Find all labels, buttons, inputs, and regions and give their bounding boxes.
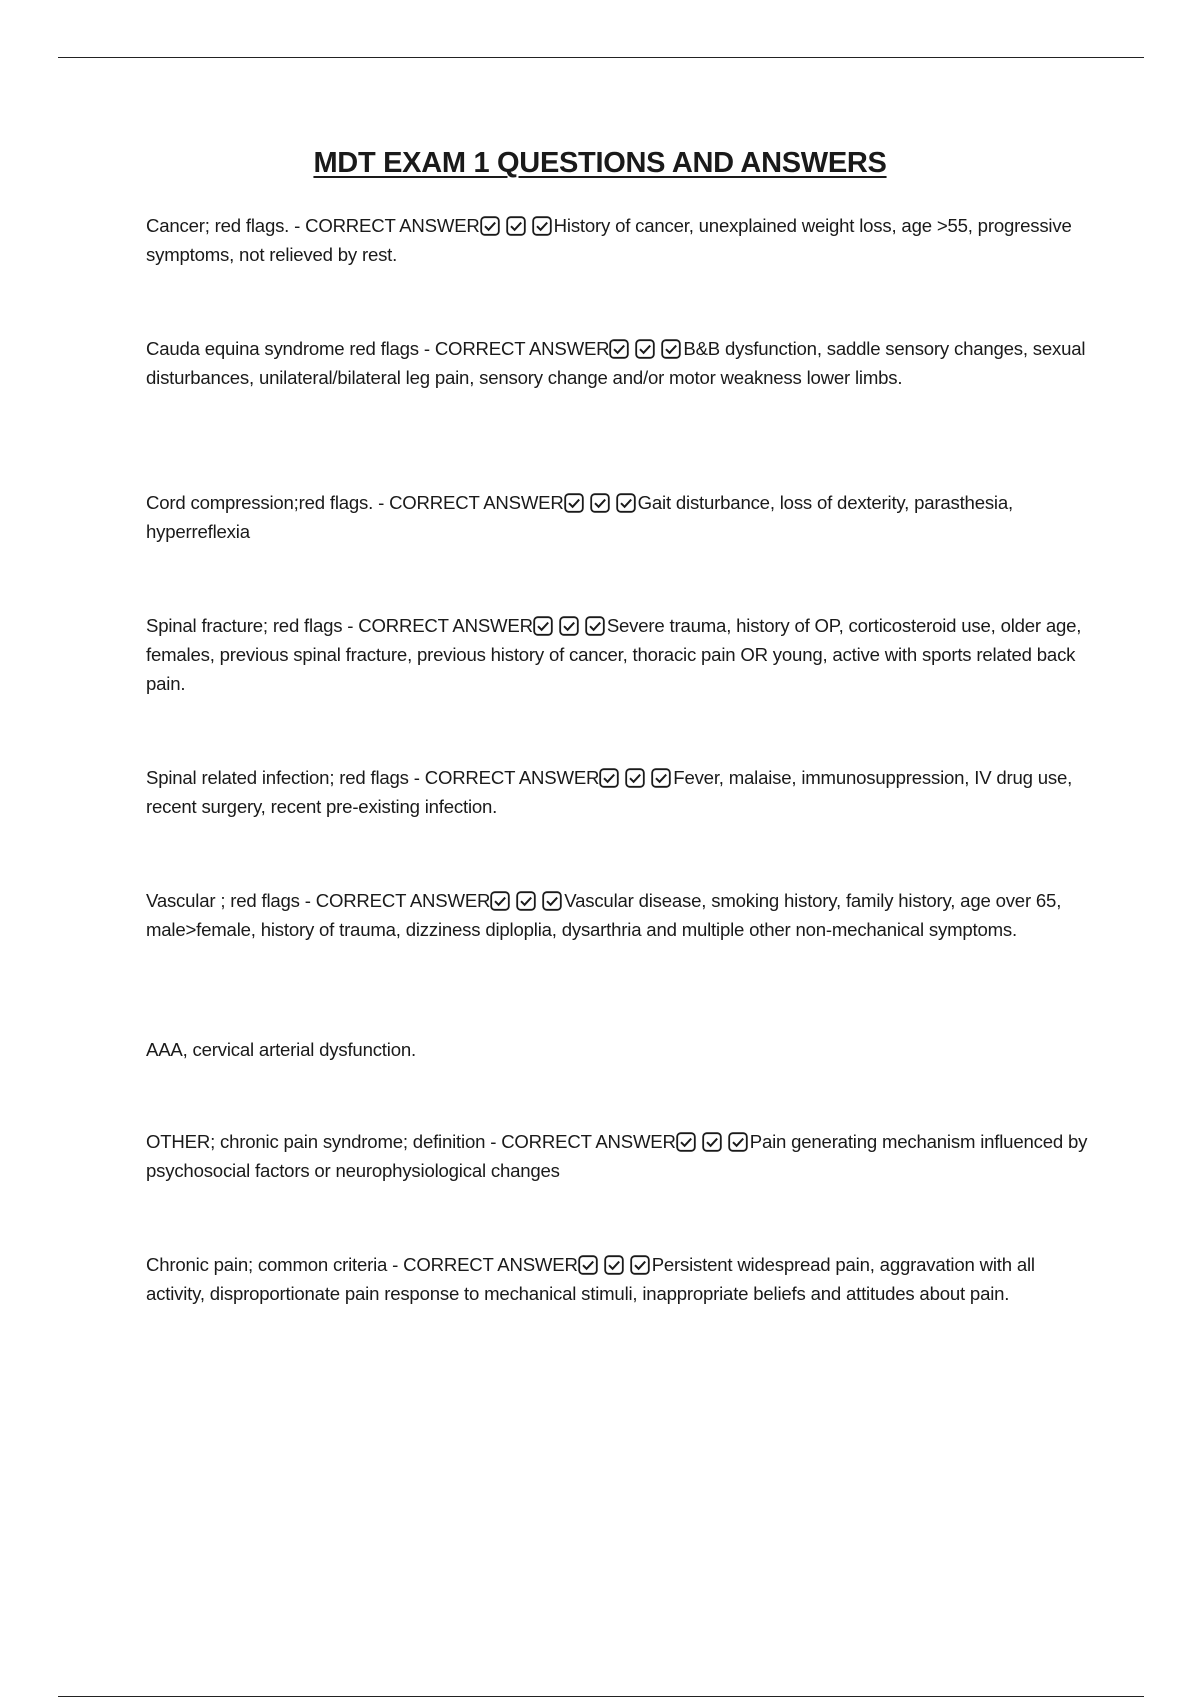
answer-label: CORRECT ANSWER xyxy=(403,1254,578,1275)
answer-label: CORRECT ANSWER xyxy=(434,338,610,359)
check-marks xyxy=(480,216,552,236)
question-text: Spinal fracture; red flags xyxy=(146,615,343,636)
checkbox-checked-icon xyxy=(609,339,629,359)
checkbox-checked-icon xyxy=(542,891,562,911)
checkbox-checked-icon xyxy=(630,1255,650,1275)
qa-entry: Vascular ; red flags - CORRECT ANSWER Vascular disease, smoking history, family history, age over 65, male>female, history of trauma, dizziness diploplia, dysarthria and multiple other non-mechanical symptoms. xyxy=(146,890,1062,940)
answer-label: CORRECT ANSWER xyxy=(424,767,600,788)
question-text: Chronic pain; common criteria xyxy=(146,1254,388,1275)
qa-entry: Chronic pain; common criteria - CORRECT ANSWER Persistent widespread pain, aggravation with all activity, disproportionate pain response to mechanical stimuli, inappropriate beliefs and attitudes about pain. xyxy=(146,1254,1035,1304)
question-text: Vascular ; red flags xyxy=(146,890,300,911)
qa-entry: Cord compression;red flags. - CORRECT ANSWER Gait disturbance, loss of dexterity, parasthesia, hyperreflexia xyxy=(146,492,1013,542)
checkbox-checked-icon xyxy=(506,216,526,236)
checkbox-checked-icon xyxy=(480,216,500,236)
qa-entry: OTHER; chronic pain syndrome; definition - CORRECT ANSWER Pain generating mechanism influenced by psychosocial factors or neurophysiological changes xyxy=(146,1131,1088,1181)
answer-text: Gait disturbance, loss of dexterity, parasthesia, hyperreflexia xyxy=(146,492,1013,542)
answer-text: Persistent widespread pain, aggravation with all activity, disproportionate pain response to mechanical stimuli, inappropriate beliefs and attitudes about pain. xyxy=(146,1254,1035,1304)
question-text: Cancer; red flags. xyxy=(146,215,290,236)
check-marks xyxy=(490,891,562,911)
checkbox-checked-icon xyxy=(516,891,536,911)
checkbox-checked-icon xyxy=(616,493,636,513)
answer-text: Fever, malaise, immunosuppression, IV drug use, recent surgery, recent pre-existing infection. xyxy=(146,767,1073,817)
checkbox-checked-icon xyxy=(578,1255,598,1275)
answer-text: History of cancer, unexplained weight loss, age >55, progressive symptoms, not relieved by rest. xyxy=(146,215,1072,265)
qa-entry: Spinal related infection; red flags - CORRECT ANSWER Fever, malaise, immunosuppression, IV drug use, recent surgery, recent pre-existing infection. xyxy=(146,767,1073,817)
check-marks xyxy=(533,616,605,636)
answer-label: CORRECT ANSWER xyxy=(305,215,480,236)
answer-label: CORRECT ANSWER xyxy=(389,492,564,513)
check-marks xyxy=(599,768,671,788)
answer-label: CORRECT ANSWER xyxy=(358,615,533,636)
checkbox-checked-icon xyxy=(564,493,584,513)
answer-text: Severe trauma, history of OP, corticosteroid use, older age, females, previous spinal fracture, previous history of cancer, thoracic pain OR young, active with sports related back pain. xyxy=(146,615,1082,694)
checkbox-checked-icon xyxy=(585,616,605,636)
check-marks xyxy=(564,493,636,513)
checkbox-checked-icon xyxy=(490,891,510,911)
checkbox-checked-icon xyxy=(604,1255,624,1275)
answer-text: B&B dysfunction, saddle sensory changes, sexual disturbances, unilateral/bilateral leg pain, sensory change and/or motor weakness lower limbs. xyxy=(146,338,1086,388)
check-marks xyxy=(609,339,681,359)
qa-entry: Spinal fracture; red flags - CORRECT ANSWER Severe trauma, history of OP, corticosteroid use, older age, females, previous spinal fracture, previous history of cancer, thoracic pain OR young, active with sports related back pain. xyxy=(146,615,1082,694)
top-rule xyxy=(58,57,1144,58)
bottom-rule xyxy=(58,1696,1144,1697)
checkbox-checked-icon xyxy=(635,339,655,359)
checkbox-checked-icon xyxy=(676,1132,696,1152)
checkbox-checked-icon xyxy=(532,216,552,236)
answer-text: Pain generating mechanism influenced by psychosocial factors or neurophysiological changes xyxy=(146,1131,1088,1181)
checkbox-checked-icon xyxy=(590,493,610,513)
checkbox-checked-icon xyxy=(559,616,579,636)
qa-entry: Cancer; red flags. - CORRECT ANSWER History of cancer, unexplained weight loss, age >55, progressive symptoms, not relieved by rest. xyxy=(146,215,1072,265)
question-text: OTHER; chronic pain syndrome; definition xyxy=(146,1131,486,1152)
checkbox-checked-icon xyxy=(625,768,645,788)
answer-text: Vascular disease, smoking history, family history, age over 65, male>female, history of trauma, dizziness diploplia, dysarthria and multiple other non-mechanical symptoms. xyxy=(146,890,1062,940)
checkbox-checked-icon xyxy=(702,1132,722,1152)
plain-text-line: AAA, cervical arterial dysfunction. xyxy=(146,1039,416,1060)
checkbox-checked-icon xyxy=(651,768,671,788)
question-text: Cauda equina syndrome red flags xyxy=(146,338,419,359)
question-text: Spinal related infection; red flags xyxy=(146,767,409,788)
check-marks xyxy=(578,1255,650,1275)
question-text: Cord compression;red flags. xyxy=(146,492,374,513)
check-marks xyxy=(676,1132,748,1152)
page-title: MDT EXAM 1 QUESTIONS AND ANSWERS xyxy=(313,147,887,179)
checkbox-checked-icon xyxy=(661,339,681,359)
qa-entry: Cauda equina syndrome red flags - CORRECT ANSWER B&B dysfunction, saddle sensory changes, sexual disturbances, unilateral/bilateral leg pain, sensory change and/or motor weakness lower limbs. xyxy=(146,338,1086,388)
checkbox-checked-icon xyxy=(599,768,619,788)
checkbox-checked-icon xyxy=(533,616,553,636)
answer-label: CORRECT ANSWER xyxy=(501,1131,676,1152)
checkbox-checked-icon xyxy=(728,1132,748,1152)
answer-label: CORRECT ANSWER xyxy=(315,890,491,911)
